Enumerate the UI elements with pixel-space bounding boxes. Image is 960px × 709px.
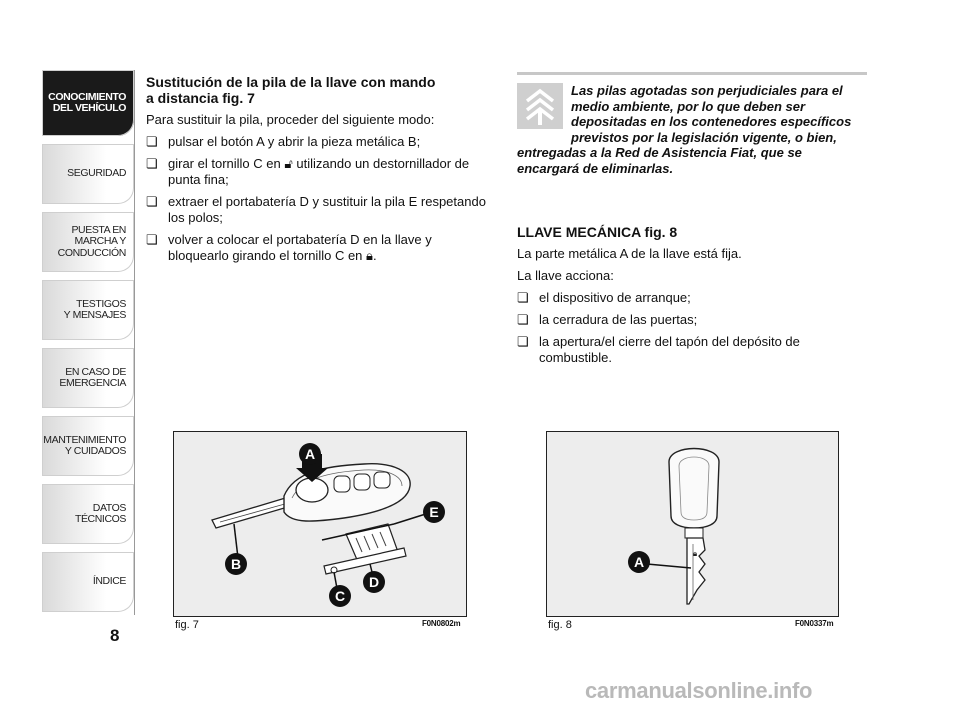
tab-label: EN CASO DE EMERGENCIA: [59, 365, 126, 389]
tab-label: DATOS TÉCNICOS: [74, 501, 126, 525]
tab-indice[interactable]: [42, 552, 134, 612]
section-title: LLAVE MECÁNICA fig. 8: [517, 224, 678, 240]
section-title: Sustitución de la pila de la llave con mando a distancia fig. 7: [146, 74, 436, 106]
paragraph: La parte metálica A de la llave está fija.: [517, 246, 742, 261]
callout-label-b: B: [230, 556, 242, 572]
tab-datos-tecnicos[interactable]: [42, 484, 134, 544]
tab-seguridad[interactable]: [42, 144, 134, 204]
mechanical-key-illustration: [547, 432, 838, 616]
paragraph: La llave acciona:: [517, 268, 614, 283]
section-tabs: [42, 70, 134, 620]
tab-emergencia[interactable]: [42, 348, 134, 408]
list-item: ❏ girar el tornillo C en 🔓︎ utilizando un destornillador de punta fina;: [146, 156, 491, 188]
tab-label: MANTENIMIENTO Y CUIDADOS: [43, 433, 126, 457]
steps-list: [146, 134, 491, 264]
page-number: 8: [110, 626, 120, 645]
tab-label: SEGURIDAD: [67, 167, 126, 180]
figure-8: [546, 431, 839, 617]
environment-note: [517, 72, 867, 176]
intro-text: Para sustituir la pila, proceder del siguiente modo:: [146, 112, 435, 127]
tab-conocimiento[interactable]: [42, 70, 134, 136]
callout-label-a: A: [304, 446, 316, 462]
tab-label: CONOCIMIENTO DEL VEHÍCULO: [48, 90, 126, 114]
watermark: carmanualsonline.info: [585, 678, 813, 703]
tab-label: ÍNDICE: [92, 575, 126, 588]
list-item: ❏ el dispositivo de arranque;: [517, 290, 867, 306]
lock-symbol-icon: 🔒︎: [692, 549, 698, 558]
figure-8-code: F0N0337m: [795, 619, 834, 628]
list-item: ❏ extraer el portabatería D y sustituir la pila E respetando los polos;: [146, 194, 491, 226]
mechanical-key-section: [517, 224, 867, 372]
tab-puesta-en-marcha[interactable]: [42, 212, 134, 272]
tab-label: PUESTA EN MARCHA Y CONDUCCIÓN: [57, 223, 126, 259]
list-item: ❏ pulsar el botón A y abrir la pieza metálica B;: [146, 134, 491, 150]
tab-label: TESTIGOS Y MENSAJES: [63, 297, 126, 321]
list-item: ❏ la cerradura de las puertas;: [517, 312, 867, 328]
callout-label-d: D: [368, 574, 380, 590]
callout-label-c: C: [334, 588, 346, 604]
functions-list: [517, 290, 867, 366]
recycle-tree-icon: [517, 83, 563, 129]
tab-testigos[interactable]: [42, 280, 134, 340]
list-item: ❏ volver a colocar el portabatería D en la llave y bloquearlo girando el tornillo C en 🔒︎.: [146, 232, 491, 264]
lock-icon: 🔒︎: [366, 248, 373, 263]
unlock-icon: 🔓︎: [284, 156, 293, 171]
list-item: ❏ la apertura/el cierre del tapón del depósito de combustible.: [517, 334, 867, 366]
figure-7-code: F0N0802m: [422, 619, 461, 628]
remote-key-illustration: [174, 432, 466, 616]
sidebar-divider: [134, 70, 135, 615]
callout-label-a: A: [633, 554, 645, 570]
figure-8-caption: fig. 8: [548, 619, 572, 631]
figure-7-caption: fig. 7: [175, 619, 199, 631]
figure-7: [173, 431, 467, 617]
battery-section: [146, 74, 491, 270]
callout-label-e: E: [429, 504, 439, 520]
tab-mantenimiento[interactable]: [42, 416, 134, 476]
note-text: Las pilas agotadas son perjudiciales para el medio ambiente, por lo que deben ser depositadas en los contenedores específicos previstos por la legislación vigente, o bien, entregadas a la Red de Asistencia Fiat, que se encargará de eliminarlas.: [517, 83, 852, 176]
